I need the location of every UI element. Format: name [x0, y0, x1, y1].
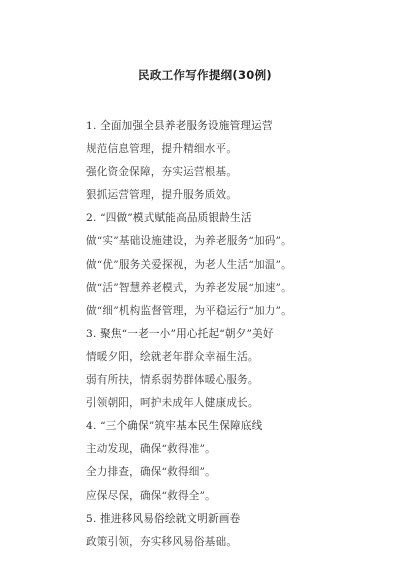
outline-item: 狠抓运营管理，提升服务质效。	[86, 189, 238, 202]
outline-item: 主动发现，确保“救得准”。	[86, 443, 216, 456]
outline-item: 做“实”基础设施建设，为养老服务“加码”。	[86, 235, 292, 248]
outline-item: 情暖夕阳，绘就老年群众幸福生活。	[86, 350, 259, 363]
outline-item: 做“细”机构监督管理，为平稳运行“加力”。	[86, 304, 292, 317]
outline-item: 引领朝阳，呵护未成年人健康成长。	[86, 397, 259, 410]
outline-item: 政策引领，夯实移风易俗基础。	[86, 535, 238, 548]
document-body	[86, 115, 386, 554]
section-heading-4: 4. “三个确保”筑牢基本民生保障底线	[86, 420, 263, 433]
outline-item: 应保尽保，确保“救得全”。	[86, 489, 216, 502]
outline-item: 弱有所扶，情系弱势群体暖心服务。	[86, 374, 259, 387]
outline-item: 强化资金保障，夯实运营根基。	[86, 166, 238, 179]
outline-item: 做“优”服务关爱探视，为老人生活“加温”。	[86, 258, 292, 271]
section-heading-1: 1. 全面加强全县养老服务设施管理运营	[86, 120, 273, 132]
section-heading-3: 3. 聚焦“一老一小”用心托起“朝夕”美好	[86, 327, 274, 340]
section-heading-5: 5. 推进移风易俗绘就文明新画卷	[86, 512, 241, 525]
outline-item: 全力排查，确保“救得细”。	[86, 466, 216, 479]
outline-item: 做“活”智慧养老模式，为养老发展“加速”。	[86, 281, 292, 294]
section-heading-2: 2. “四做”模式赋能高品质银龄生活	[86, 212, 252, 225]
outline-item: 规范信息管理，提升精细水平。	[86, 143, 238, 156]
document-title: 民政工作写作提纲(30例)	[138, 68, 272, 82]
